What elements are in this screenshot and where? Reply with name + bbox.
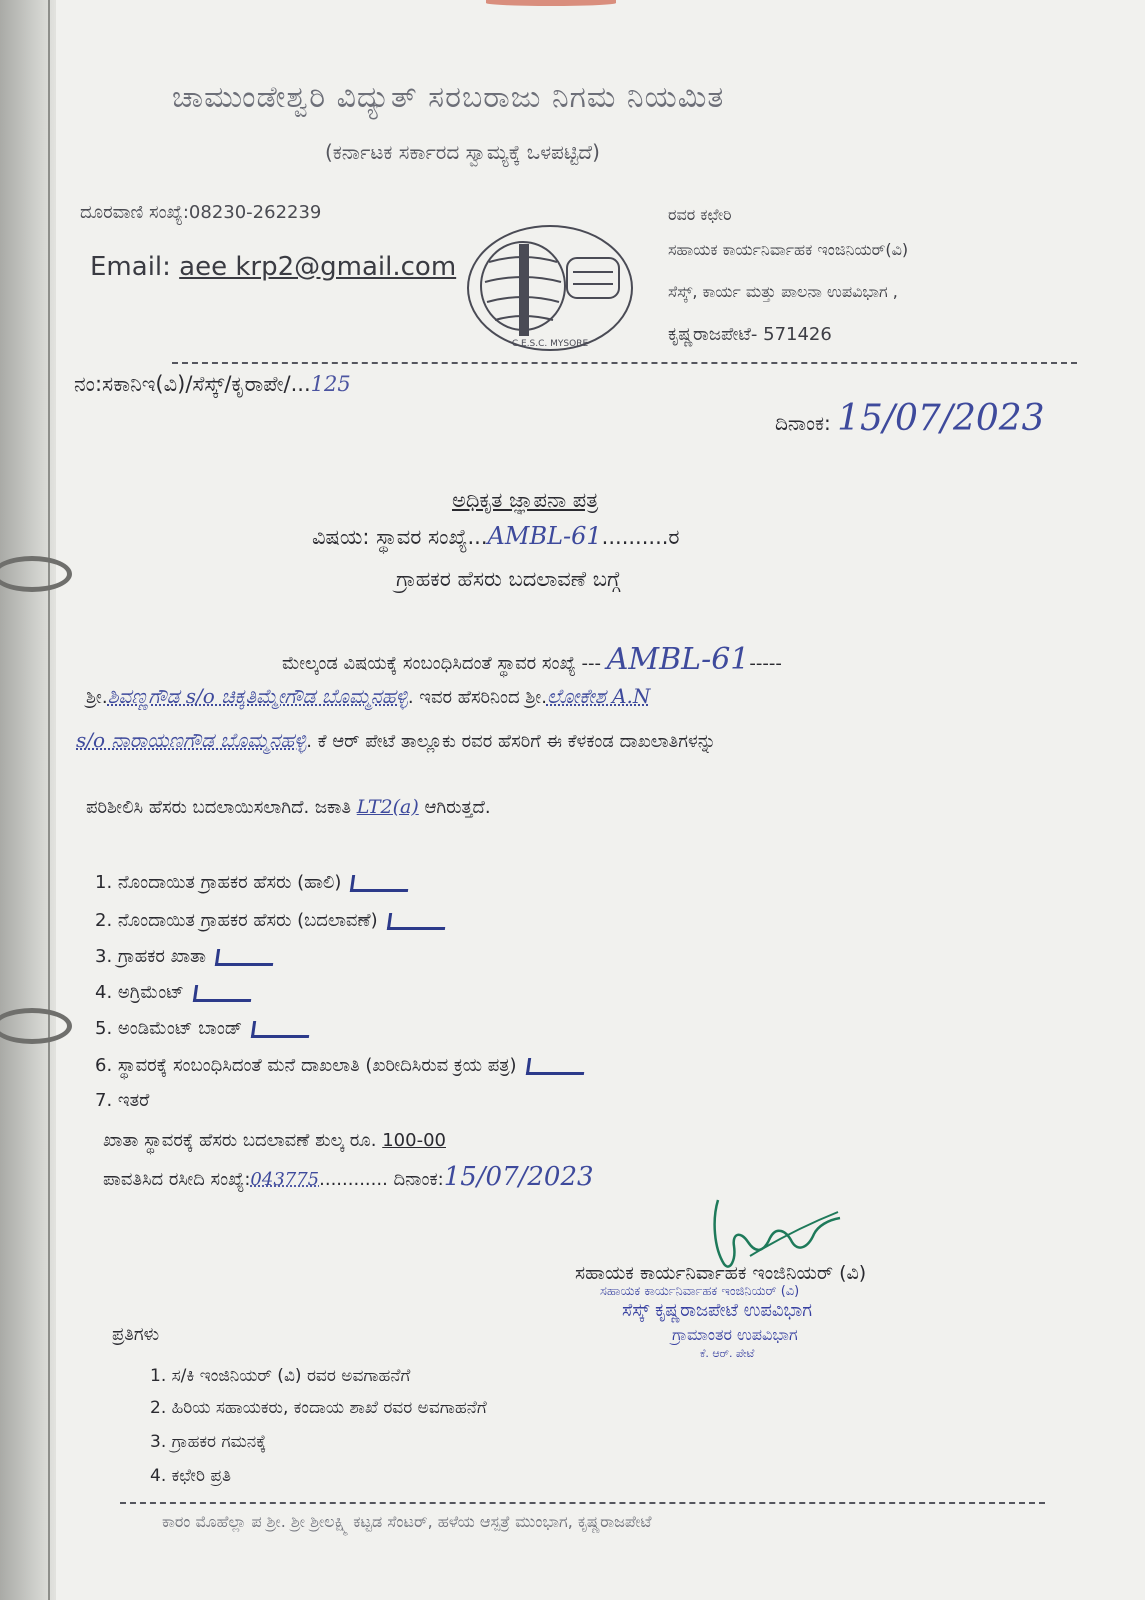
office-line-2: ಸಹಾಯಕ ಕಾರ್ಯನಿರ್ವಾಹಕ ಇಂಜಿನಿಯರ್(ವಿ) [668,240,909,259]
organization-name: ಚಾಮುಂಡೇಶ್ವರಿ ವಿದ್ಯುತ್ ಸರಬರಾಜು ನಿಗಮ ನಿಯಮಿತ [172,80,725,115]
body-line-1-code: AMBL-61 [606,642,750,677]
tick-icon [193,985,253,1002]
email-address: aee krp2@gmail.com [179,252,457,282]
subject-suffix: ..........ರ [601,525,680,549]
body-line-3-text: . ಕೆ ಆರ್ ಪೇಟೆ ತಾಲ್ಲೂಕು ರವರ ಹೆಸರಿಗೆ ಈ ಕೆಳಕಂಡ ದಾಖಲಾತಿಗಳನ್ನು [306,731,716,752]
document-item-6: 6. ಸ್ಥಾವರಕ್ಕೆ ಸಂಬಂಧಿಸಿದಂತೆ ಮನೆ ದಾಖಲಾತಿ (ಖರೀದಿಸಿರುವ ಕ್ರಯ ಪತ್ರ) [95,1055,585,1076]
fee-line [103,1130,446,1151]
seal-label: C.E.S.C. MYSORE [511,339,589,349]
fee-label: ಖಾತಾ ಸ್ಥಾವರಕ್ಕೆ ಹೆಸರು ಬದಲಾವಣೆ ಶುಲ್ಕ ರೂ. [103,1130,377,1151]
reference-number [74,372,351,397]
reference-label: ನಂ:ಸಕಾನಿಇ(ವಿ)/ಸೆಸ್ಕ್/ಕೃರಾಪೇ/... [74,372,311,396]
office-line-3: ಸೆಸ್ಕ್, ಕಾರ್ಯ ಮತ್ತು ಪಾಲನಾ ಉಪವಿಭಾಗ , [668,282,898,301]
stamp-line-4: ಕೆ. ಆರ್. ಪೇಟೆ [700,1347,755,1360]
previous-owner-name: ಶಿವಣ್ಣಗೌಡ s/o ಚಿಕ್ಕತಿಮ್ಮೇಗೌಡ ಬೊಮ್ಮನಹಳ್ಳಿ [107,684,408,708]
fee-amount: 100-00 [382,1130,446,1151]
body-line-2-prefix: ಶ್ರೀ. [86,687,108,708]
cesc-seal-icon [465,222,635,354]
stamp-line-1: ಸಹಾಯಕ ಕಾರ್ಯನಿರ್ವಾಹಕ ಇಂಜಿನಿಯರ್ (ವಿ) [600,1284,800,1299]
copy-item-3: 3. ಗ್ರಾಹಕರ ಗಮನಕ್ಕೆ [150,1432,267,1452]
body-line-2-mid: . ಇವರ ಹೆಸರಿನಿಂದ ಶ್ರೀ. [407,687,547,708]
document-item-5: 5. ಅಂಡಿಮೆಂಟ್ ಬಾಂಡ್ [95,1018,310,1039]
body-line-1: ಮೇಲ್ಕಂಡ ವಿಷಯಕ್ಕೆ ಸಂಬಂಧಿಸಿದಂತೆ ಸ್ಥಾವರ ಸಂಖ್ಯೆ --- AMBL-61----- [282,642,782,677]
tick-icon [251,1021,311,1038]
document-item-3: 3. ಗ್ರಾಹಕರ ಖಾತಾ [95,946,274,967]
header-divider [172,362,1077,364]
document-item-4: 4. ಅಗ್ರಿಮೆಂಟ್ [95,982,252,1003]
date-label: ದಿನಾಂಕ: [775,411,831,435]
tick-icon [525,1058,585,1075]
receipt-dots: ............ [319,1169,388,1190]
top-mark [486,0,616,6]
stamp-line-3: ಗ್ರಾಮಾಂತರ ಉಪವಿಭಾಗ [672,1325,798,1344]
body-line-4-suffix: ಆಗಿರುತ್ತದೆ. [424,797,491,818]
organization-subtitle: (ಕರ್ನಾಟಕ ಸರ್ಕಾರದ ಸ್ವಾಮ್ಯಕ್ಕೆ ಒಳಪಟ್ಟಿದೆ) [325,140,600,164]
subject-line-2: ಗ್ರಾಹಕರ ಹೆಸರು ಬದಲಾವಣೆ ಬಗ್ಗೆ [396,567,621,591]
document-item-2: 2. ನೊಂದಾಯಿತ ಗ್ರಾಹಕರ ಹೆಸರು (ಬದಲಾವಣೆ) [95,910,446,931]
copy-item-1: 1. ಸ/ಕಿ ಇಂಜಿನಿಯರ್ (ವಿ) ರವರ ಅವಗಾಹನೆಗೆ [150,1366,411,1386]
copy-item-2: 2. ಹಿರಿಯ ಸಹಾಯಕರು, ಕಂದಾಯ ಶಾಖೆ ರವರ ಅವಗಾಹನೆಗೆ [150,1398,487,1418]
tick-icon [386,913,446,930]
document-item-7: 7. ಇತರೆ [95,1090,150,1111]
receipt-date: 15/07/2023 [443,1162,594,1192]
receipt-number: 043775 [250,1169,320,1190]
document-title: ಅಧಿಕೃತ ಜ್ಞಾಪನಾ ಪತ್ರ [452,488,599,512]
body-line-3 [76,728,716,752]
copies-heading: ಪ್ರತಿಗಳು [112,1324,160,1345]
receipt-line [103,1162,594,1192]
new-owner-parent: s/o ನಾರಾಯಣಗೌಡ ಬೊಮ್ಮನಹಳ್ಳಿ [76,728,307,752]
email-label: Email: [90,252,180,282]
email-line [90,252,456,282]
tick-icon [215,949,275,966]
new-owner-name: ಲೋಕೇಶ A.N [546,684,651,708]
subject-code: AMBL-61 [487,522,602,550]
receipt-label: ಪಾವತಿಸಿದ ರಸೀದಿ ಸಂಖ್ಯೆ: [103,1169,251,1190]
binder-edge [0,0,56,1600]
stamp-line-2: ಸೆಸ್ಕ್ ಕೃಷ್ಣರಾಜಪೇಟೆ ಉಪವಿಭಾಗ [622,1300,812,1321]
body-line-4-text: ಪರಿಶೀಲಿಸಿ ಹೆಸರು ಬದಲಾಯಿಸಲಾಗಿದೆ. ಜಕಾತಿ [86,797,352,818]
footer-divider [120,1502,1045,1504]
body-line-1-text: ಮೇಲ್ಕಂಡ ವಿಷಯಕ್ಕೆ ಸಂಬಂಧಿಸಿದಂತೆ ಸ್ಥಾವರ ಸಂಖ್ಯೆ --- [282,653,601,674]
reference-value: 125 [310,372,351,396]
signatory-title: ಸಹಾಯಕ ಕಾರ್ಯನಿರ್ವಾಹಕ ಇಂಜಿನಿಯರ್ (ವಿ) [575,1262,867,1284]
subject-label: ವಿಷಯ: ಸ್ಥಾವರ ಸಂಖ್ಯೆ... [312,525,488,549]
receipt-date-label: ದಿನಾಂಕ: [393,1169,444,1190]
tick-icon [350,875,410,892]
body-line-2 [86,684,650,708]
tariff-code: LT2(a) [356,796,419,818]
copy-item-4: 4. ಕಛೇರಿ ಪ್ರತಿ [150,1466,231,1486]
office-line-4: ಕೃಷ್ಣರಾಜಪೇಟೆ- 571426 [668,324,832,345]
date-value: 15/07/2023 [837,398,1045,439]
body-line-4 [86,796,491,818]
office-line-1: ರವರ ಕಛೇರಿ [668,205,732,224]
subject-line [312,522,680,550]
letter-date [775,398,1045,439]
footer-address: ಕಾರಂ ಮೊಹೆಲ್ಲಾ ಪ ಶ್ರೀ. ಶ್ರೀ ಶ್ರೀಲಕ್ಷ್ಮಿ ಕಟ್ಟಡ ಸೆಂಟರ್, ಹಳೆಯ ಆಸ್ಪತ್ರೆ ಮುಂಭಾಗ, ಕೃಷ್ಣರಾಜಪೇಟೆ [162,1512,652,1531]
phone-number: ದೂರವಾಣಿ ಸಂಖ್ಯೆ:08230-262239 [80,202,322,223]
document-item-1: 1. ನೊಂದಾಯಿತ ಗ್ರಾಹಕರ ಹೆಸರು (ಹಾಲಿ) [95,872,409,893]
